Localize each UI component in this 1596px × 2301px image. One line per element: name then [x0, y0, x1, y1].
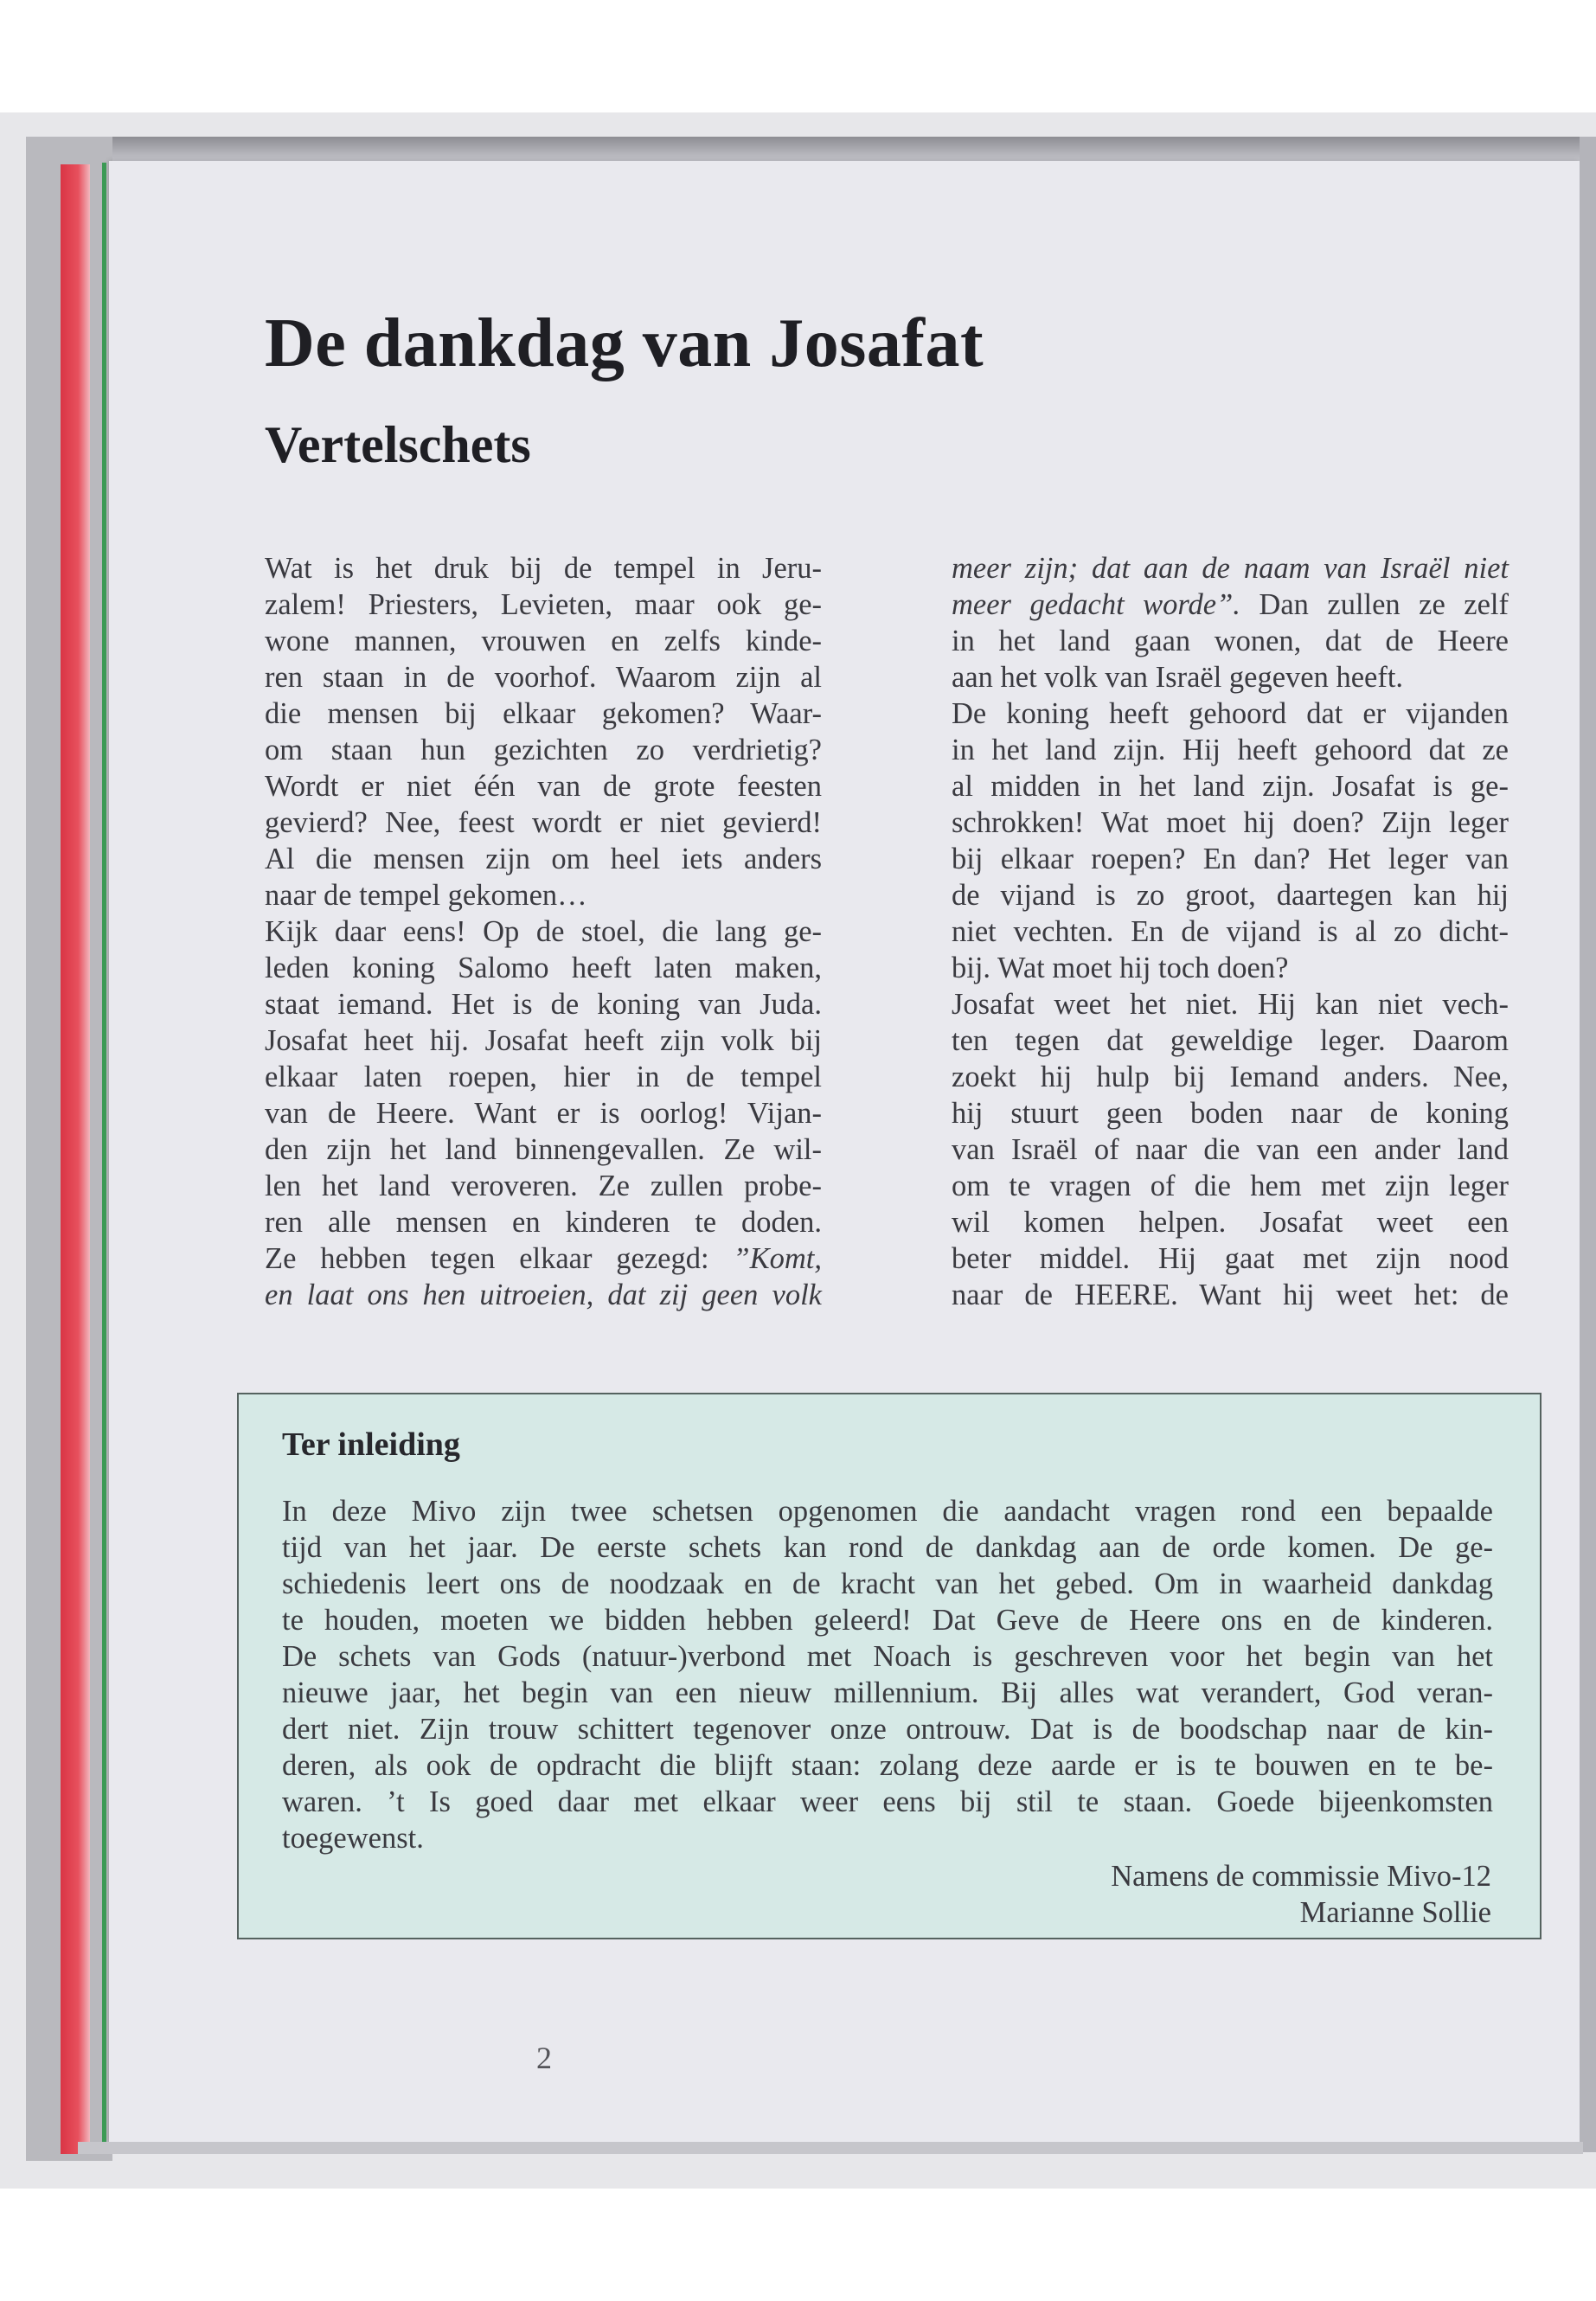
text-line: len het land veroveren. Ze zullen probe- [265, 1170, 822, 1202]
text-line: schrokken! Wat moet hij doen? Zijn leger [952, 806, 1509, 839]
text-line: Kijk daar eens! Op de stoel, die lang ge- [265, 915, 822, 948]
intro-box-heading: Ter inleiding [282, 1426, 460, 1463]
text-line: Al die mensen zijn om heel iets anders [265, 843, 822, 875]
text-line: zoekt hij hulp bij Iemand anders. Nee, [952, 1061, 1509, 1093]
text-line: in het land gaan wonen, dat de Heere [952, 625, 1509, 657]
book-cover-bottom-edge [78, 2142, 1583, 2154]
text-line: gevierd? Nee, feest wordt er niet gevierd! [265, 806, 822, 839]
text-line: bij. Wat moet hij toch doen? [952, 952, 1289, 984]
text-line: te houden, moeten we bidden hebben geleerd! Dat Geve de Heere ons en de kinderen. [282, 1604, 1493, 1637]
text-line: ren alle mensen en kinderen te doden. [265, 1206, 822, 1239]
signature-author: Marianne Sollie [1299, 1896, 1491, 1929]
text-line: toegewenst. [282, 1822, 424, 1855]
text-line: De schets van Gods (natuur-)verbond met Noach is geschreven voor het begin van het [282, 1640, 1493, 1673]
text-line: naar de tempel gekomen… [265, 879, 587, 912]
text-line: om staan hun gezichten zo verdrietig? [265, 734, 822, 766]
text-line: van Israël of naar die van een ander land [952, 1133, 1509, 1166]
signature-committee: Namens de commissie Mivo-12 [1111, 1860, 1491, 1893]
text-line-quote: meer zijn; dat aan de naam van Israël niet [952, 552, 1509, 585]
text-line [265, 1240, 822, 1277]
text-line: hij stuurt geen boden naar de koning [952, 1097, 1509, 1130]
text-line: al midden in het land zijn. Josafat is ge- [952, 770, 1509, 803]
text-line: nieuwe jaar, het begin van een nieuw millennium. Bij alles wat verandert, God veran- [282, 1676, 1493, 1709]
page-edge-green-line [102, 163, 106, 2152]
page-edges-red [61, 164, 90, 2154]
text-line: van de Heere. Want er is oorlog! Vijan- [265, 1097, 822, 1130]
text-line: den zijn het land binnengevallen. Ze wil- [265, 1133, 822, 1166]
text-line: deren, als ook de opdracht die blijft staan: zolang deze aarde er is te bouwen en te be- [282, 1749, 1493, 1782]
text-line: staat iemand. Het is de koning van Juda. [265, 988, 822, 1021]
quote-start: ”Komt, [733, 1242, 822, 1275]
text-line-quote: en laat ons hen uitroeien, dat zij geen volk [265, 1279, 822, 1311]
text-line: aan het volk van Israël gegeven heeft. [952, 661, 1404, 694]
book-cover-right-edge [1580, 137, 1596, 2152]
text-line: tijd van het jaar. De eerste schets kan rond de dankdag aan de orde komen. De ge- [282, 1531, 1493, 1564]
text-line: De koning heeft gehoord dat er vijanden [952, 697, 1509, 730]
text-line: Josafat heet hij. Josafat heeft zijn volk bij [265, 1024, 822, 1057]
article-subtitle: Vertelschets [265, 416, 531, 473]
text-line: dert niet. Zijn trouw schittert tegenover onze ontrouw. Dat is de boodschap naar de kin- [282, 1713, 1493, 1746]
text-line: waren. ’t Is goed daar met elkaar weer eens bij stil te staan. Goede bijeenkomsten [282, 1785, 1493, 1818]
text-line [952, 586, 1509, 623]
text-line: die mensen bij elkaar gekomen? Waar- [265, 697, 822, 730]
book-cover-top-edge [26, 137, 1583, 163]
article-title: De dankdag van Josafat [265, 305, 984, 381]
quote-end: meer gedacht worde”. [952, 588, 1240, 621]
text-line: elkaar laten roepen, hier in de tempel [265, 1061, 822, 1093]
text-line: Wordt er niet één van de grote feesten [265, 770, 822, 803]
text-segment: Dan zullen ze zelf [1240, 588, 1509, 621]
intro-box-text [282, 1493, 1493, 1856]
text-line: bij elkaar roepen? En dan? Het leger van [952, 843, 1509, 875]
text-segment: Ze hebben tegen elkaar gezegd: [265, 1242, 734, 1275]
text-line: leden koning Salomo heeft laten maken, [265, 952, 822, 984]
text-line: niet vechten. En de vijand is al zo dicht- [952, 915, 1509, 948]
text-line: ren staan in de voorhof. Waarom zijn al [265, 661, 822, 694]
text-line: beter middel. Hij gaat met zijn nood [952, 1242, 1509, 1275]
text-line: in het land zijn. Hij heeft gehoord dat ze [952, 734, 1509, 766]
text-line: de vijand is zo groot, daartegen kan hij [952, 879, 1509, 912]
left-text-column [265, 550, 822, 1313]
text-line: zalem! Priesters, Levieten, maar ook ge- [265, 588, 822, 621]
text-line: Wat is het druk bij de tempel in Jeru- [265, 552, 822, 585]
page-number: 2 [536, 2041, 552, 2075]
text-line: ten tegen dat geweldige leger. Daarom [952, 1024, 1509, 1057]
text-line: naar de HEERE. Want hij weet het: de [952, 1279, 1509, 1311]
text-line: schiedenis leert ons de noodzaak en de kracht van het gebed. Om in waarheid dankdag [282, 1567, 1493, 1600]
text-line: wil komen helpen. Josafat weet een [952, 1206, 1509, 1239]
right-text-column [952, 550, 1509, 1313]
text-line: Josafat weet het niet. Hij kan niet vech- [952, 988, 1509, 1021]
text-line: wone mannen, vrouwen en zelfs kinde- [265, 625, 822, 657]
text-line: om te vragen of die hem met zijn leger [952, 1170, 1509, 1202]
text-line: In deze Mivo zijn twee schetsen opgenomen die aandacht vragen rond een bepaalde [282, 1495, 1493, 1528]
